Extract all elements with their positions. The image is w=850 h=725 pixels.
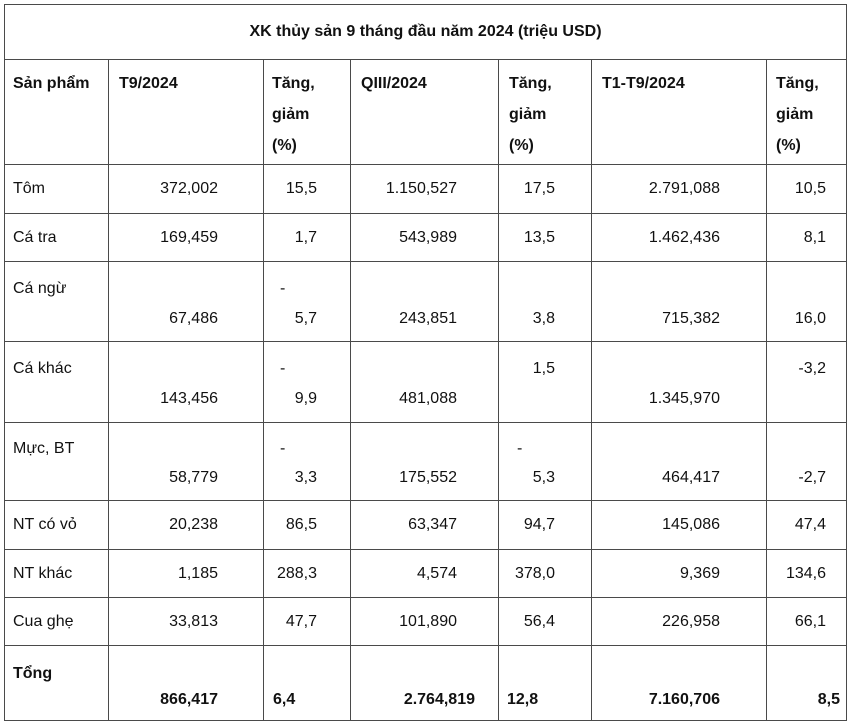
product-name: NT có vỏ	[13, 516, 77, 533]
cell-ytd	[591, 262, 766, 341]
total-label: Tổng	[13, 665, 53, 682]
value-change-t9: 288,3	[276, 565, 317, 582]
total-ytd: 7.160,706	[648, 691, 720, 708]
value-t9: 372,002	[160, 180, 218, 197]
value-change-t9: 9,9	[294, 390, 317, 407]
cell-t9	[108, 646, 263, 720]
cell-q3	[350, 423, 498, 500]
cell-product	[5, 262, 108, 341]
value-t9: 67,486	[169, 310, 218, 327]
total-q3: 2.764,819	[403, 691, 475, 708]
cell-change-t9	[263, 423, 350, 500]
value-change-q3: 13,5	[523, 229, 555, 246]
table-row	[5, 342, 846, 423]
table-row	[5, 214, 846, 262]
header-t9-label: T9/2024	[119, 75, 178, 92]
value-q3: 1.150,527	[385, 180, 457, 197]
cell-change-t9	[263, 214, 350, 261]
value-change-ytd: 8,1	[803, 229, 826, 246]
header-change-ytd-l1: Tăng,	[776, 75, 819, 92]
value-change-ytd: 16,0	[794, 310, 826, 327]
table-row	[5, 165, 846, 214]
value-t9: 33,813	[169, 613, 218, 630]
header-product	[5, 59, 108, 164]
header-change-ytd-l2: giảm	[776, 106, 814, 123]
value-ytd: 2.791,088	[648, 180, 720, 197]
value-change-q3: 1,5	[532, 360, 555, 377]
value-change-q3: 3,8	[532, 310, 555, 327]
cell-t9	[108, 423, 263, 500]
cell-change-t9	[263, 165, 350, 213]
cell-t9	[108, 598, 263, 645]
cell-product	[5, 550, 108, 597]
cell-ytd	[591, 165, 766, 213]
header-change-q3-l2: giảm	[509, 106, 547, 123]
cell-change-ytd	[766, 550, 848, 597]
product-name: Cua ghẹ	[13, 613, 74, 630]
cell-change-ytd	[766, 214, 848, 261]
header-change-ytd	[766, 59, 848, 164]
cell-ytd	[591, 342, 766, 422]
value-q3: 543,989	[399, 229, 457, 246]
value-change-ytd: -3,2	[798, 360, 826, 377]
total-row	[5, 646, 846, 720]
product-name: Cá ngừ	[13, 280, 67, 297]
cell-change-t9	[263, 598, 350, 645]
header-change-t9-l1: Tăng,	[272, 75, 315, 92]
header-change-q3	[498, 59, 591, 164]
cell-ytd	[591, 646, 766, 720]
value-change-t9-sign: -	[280, 280, 286, 297]
value-change-q3-sign: -	[517, 440, 523, 457]
cell-change-ytd	[766, 262, 848, 341]
value-ytd: 715,382	[662, 310, 720, 327]
value-change-t9-sign: -	[280, 440, 286, 457]
cell-ytd	[591, 550, 766, 597]
value-change-q3: 94,7	[523, 516, 555, 533]
value-ytd: 1.462,436	[648, 229, 720, 246]
cell-q3	[350, 342, 498, 422]
header-row	[5, 59, 846, 165]
table-row	[5, 423, 846, 501]
value-change-ytd: 66,1	[794, 613, 826, 630]
cell-change-ytd	[766, 598, 848, 645]
value-change-ytd: 47,4	[794, 516, 826, 533]
cell-product	[5, 214, 108, 261]
header-change-t9	[263, 59, 350, 164]
product-name: Cá khác	[13, 360, 72, 377]
header-change-q3-l1: Tăng,	[509, 75, 552, 92]
header-change-t9-l2: giảm	[272, 106, 310, 123]
value-change-t9: 47,7	[285, 613, 317, 630]
value-change-t9: 1,7	[294, 229, 317, 246]
cell-ytd	[591, 501, 766, 549]
value-change-ytd: 10,5	[794, 180, 826, 197]
cell-change-q3	[498, 342, 591, 422]
cell-change-t9	[263, 501, 350, 549]
cell-product	[5, 646, 108, 720]
product-name: Mực, BT	[13, 440, 75, 457]
cell-t9	[108, 550, 263, 597]
cell-change-ytd	[766, 646, 848, 720]
value-change-t9: 86,5	[285, 516, 317, 533]
cell-q3	[350, 598, 498, 645]
cell-change-t9	[263, 550, 350, 597]
cell-t9	[108, 262, 263, 341]
cell-t9	[108, 165, 263, 213]
header-q3-label: QIII/2024	[361, 75, 427, 92]
header-change-q3-l3: (%)	[509, 137, 534, 154]
export-table	[4, 4, 847, 721]
value-change-t9: 3,3	[294, 469, 317, 486]
header-ytd-label: T1-T9/2024	[602, 75, 685, 92]
total-change-q3: 12,8	[507, 691, 539, 708]
cell-t9	[108, 342, 263, 422]
header-product-label: Sản phẩm	[13, 75, 90, 92]
value-ytd: 226,958	[662, 613, 720, 630]
value-t9: 1,185	[177, 565, 218, 582]
value-t9: 143,456	[160, 390, 218, 407]
cell-change-t9	[263, 646, 350, 720]
cell-t9	[108, 214, 263, 261]
cell-change-q3	[498, 598, 591, 645]
value-q3: 4,574	[416, 565, 457, 582]
total-change-t9: 6,4	[273, 691, 296, 708]
total-t9: 866,417	[160, 691, 218, 708]
cell-change-ytd	[766, 342, 848, 422]
cell-change-t9	[263, 262, 350, 341]
value-t9: 20,238	[169, 516, 218, 533]
cell-product	[5, 423, 108, 500]
table-row	[5, 262, 846, 342]
cell-change-q3	[498, 550, 591, 597]
cell-change-q3	[498, 646, 591, 720]
header-t9	[108, 59, 263, 164]
cell-ytd	[591, 214, 766, 261]
value-q3: 175,552	[399, 469, 457, 486]
table-row	[5, 550, 846, 598]
product-name: Cá tra	[13, 229, 57, 246]
cell-product	[5, 165, 108, 213]
value-ytd: 145,086	[662, 516, 720, 533]
value-change-t9: 15,5	[285, 180, 317, 197]
value-change-q3: 378,0	[514, 565, 555, 582]
cell-change-ytd	[766, 165, 848, 213]
cell-change-q3	[498, 501, 591, 549]
cell-q3	[350, 550, 498, 597]
header-change-t9-l3: (%)	[272, 137, 297, 154]
value-t9: 58,779	[169, 469, 218, 486]
header-change-ytd-l3: (%)	[776, 137, 801, 154]
cell-change-q3	[498, 214, 591, 261]
cell-t9	[108, 501, 263, 549]
cell-q3	[350, 501, 498, 549]
cell-change-q3	[498, 423, 591, 500]
header-q3	[350, 59, 498, 164]
value-change-t9-sign: -	[280, 360, 286, 377]
value-q3: 243,851	[399, 310, 457, 327]
cell-ytd	[591, 598, 766, 645]
cell-change-ytd	[766, 501, 848, 549]
cell-change-ytd	[766, 423, 848, 500]
value-change-q3: 5,3	[532, 469, 555, 486]
cell-product	[5, 501, 108, 549]
total-change-ytd: 8,5	[817, 691, 840, 708]
value-change-q3: 56,4	[523, 613, 555, 630]
cell-change-t9	[263, 342, 350, 422]
cell-change-q3	[498, 165, 591, 213]
value-ytd: 464,417	[662, 469, 720, 486]
cell-ytd	[591, 423, 766, 500]
table-row	[5, 598, 846, 646]
value-ytd: 1.345,970	[648, 390, 720, 407]
value-t9: 169,459	[160, 229, 218, 246]
table-row	[5, 501, 846, 550]
cell-q3	[350, 262, 498, 341]
cell-q3	[350, 646, 498, 720]
value-q3: 63,347	[408, 516, 457, 533]
value-change-ytd: -2,7	[798, 469, 826, 486]
value-change-q3: 17,5	[523, 180, 555, 197]
table-title: XK thủy sản 9 tháng đầu năm 2024 (triệu USD)	[5, 5, 846, 60]
product-name: Tôm	[13, 180, 45, 197]
value-change-ytd: 134,6	[785, 565, 826, 582]
value-q3: 101,890	[399, 613, 457, 630]
cell-product	[5, 342, 108, 422]
cell-q3	[350, 165, 498, 213]
value-ytd: 9,369	[679, 565, 720, 582]
value-change-t9: 5,7	[294, 310, 317, 327]
product-name: NT khác	[13, 565, 73, 582]
header-ytd	[591, 59, 766, 164]
value-q3: 481,088	[399, 390, 457, 407]
cell-product	[5, 598, 108, 645]
cell-q3	[350, 214, 498, 261]
cell-change-q3	[498, 262, 591, 341]
